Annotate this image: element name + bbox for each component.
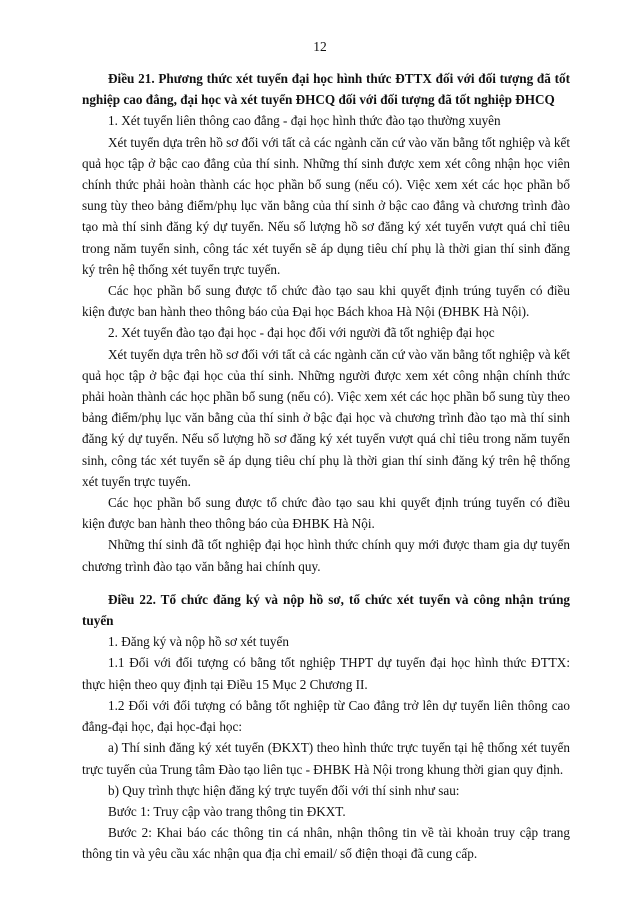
paragraph: Bước 1: Truy cập vào trang thông tin ĐKXT.: [108, 803, 346, 819]
page-content: [82, 68, 570, 865]
paragraph: 1.2 Đối với đối tượng có bằng tốt nghiệp từ Cao đẳng trở lên dự tuyển liên thông cao đẳng-đại học, đại học-đại học:: [82, 697, 570, 735]
paragraph: Các học phần bổ sung được tổ chức đào tạo sau khi quyết định trúng tuyển có điều kiện được ban hành theo thông báo của Đại học Bách khoa Hà Nội (ĐHBK Hà Nội).: [82, 283, 570, 320]
article-21-heading: Điều 21. Phương thức xét tuyển đại học hình thức ĐTTX đối với đối tượng đã tốt nghiệp cao đẳng, đại học và xét tuyển ĐHCQ đối với đối tượng đã tốt nghiệp ĐHCQ: [82, 71, 570, 108]
paragraph: a) Thí sinh đăng ký xét tuyển (ĐKXT) theo hình thức trực tuyến tại hệ thống xét tuyển trực tuyến của Trung tâm Đào tạo liên tục - ĐHBK Hà Nội trong khung thời gian quy định.: [82, 740, 570, 777]
paragraph: 1. Đăng ký và nộp hồ sơ xét tuyển: [108, 634, 289, 650]
page-number: 12: [313, 39, 327, 54]
paragraph: Các học phần bổ sung được tổ chức đào tạo sau khi quyết định trúng tuyển có điều kiện được ban hành theo thông báo của ĐHBK Hà Nội.: [82, 495, 570, 532]
paragraph: 1. Xét tuyển liên thông cao đẳng - đại học hình thức đào tạo thường xuyên: [108, 113, 501, 129]
paragraph: b) Quy trình thực hiện đăng ký trực tuyến đối với thí sinh như sau:: [108, 782, 460, 798]
paragraph: 1.1 Đối với đối tượng có bằng tốt nghiệp THPT dự tuyển đại học hình thức ĐTTX: thực hiện theo quy định tại Điều 15 Mục 2 Chương II.: [82, 655, 570, 692]
article-22-heading: Điều 22. Tổ chức đăng ký và nộp hồ sơ, tổ chức xét tuyển và công nhận trúng tuyển: [82, 591, 570, 629]
paragraph: 2. Xét tuyển đào tạo đại học - đại học đối với người đã tốt nghiệp đại học: [108, 325, 495, 341]
section-spacer: [82, 577, 570, 589]
paragraph: Xét tuyển dựa trên hồ sơ đối với tất cả các ngành căn cứ vào văn bằng tốt nghiệp và kết quả học tập ở bậc cao đẳng của thí sinh. Những thí sinh được xem xét công nhận học viên chính thức phải hoàn thành các học phần bổ sung (nếu có). Việc xem xét các học phần bổ sung tùy theo bảng điểm/phụ lục văn bằng của thí sinh ở bậc cao đẳng và chương trình đào tạo mà thí sinh đăng ký dự tuyển. Nếu số lượng hồ sơ đăng ký xét tuyển vượt quá chỉ tiêu trong năm tuyển sinh, công tác xét tuyển sẽ áp dụng tiêu chí phụ là thời gian thí sinh đăng ký trên hệ thống xét tuyển trực tuyến.: [82, 134, 570, 277]
paragraph: Những thí sinh đã tốt nghiệp đại học hình thức chính quy mới được tham gia dự tuyển chương trình đào tạo văn bằng hai chính quy.: [82, 537, 570, 574]
paragraph: Xét tuyển dựa trên hồ sơ đối với tất cả các ngành căn cứ vào văn bằng tốt nghiệp và kết quả học tập ở bậc đại học của thí sinh. Những người được xem xét công nhận chính thức phải hoàn thành các học phần bổ sung (nếu có). Việc xem xét các học phần bổ sung tùy theo bảng điểm/phụ lục văn bằng của thí sinh ở bậc đại học và chương trình đào tạo mà thí sinh đăng ký dự tuyển. Nếu số lượng hồ sơ đăng ký xét tuyển vượt quá chỉ tiêu trong năm tuyển sinh, công tác xét tuyển sẽ áp dụng tiêu chí phụ là thời gian thí sinh đăng ký trên hệ thống xét tuyển trực tuyến.: [82, 346, 570, 489]
paragraph: Bước 2: Khai báo các thông tin cá nhân, nhận thông tin về tài khoản truy cập trang thông tin và yêu cầu xác nhận qua địa chỉ email/ số điện thoại đã cung cấp.: [82, 825, 570, 862]
